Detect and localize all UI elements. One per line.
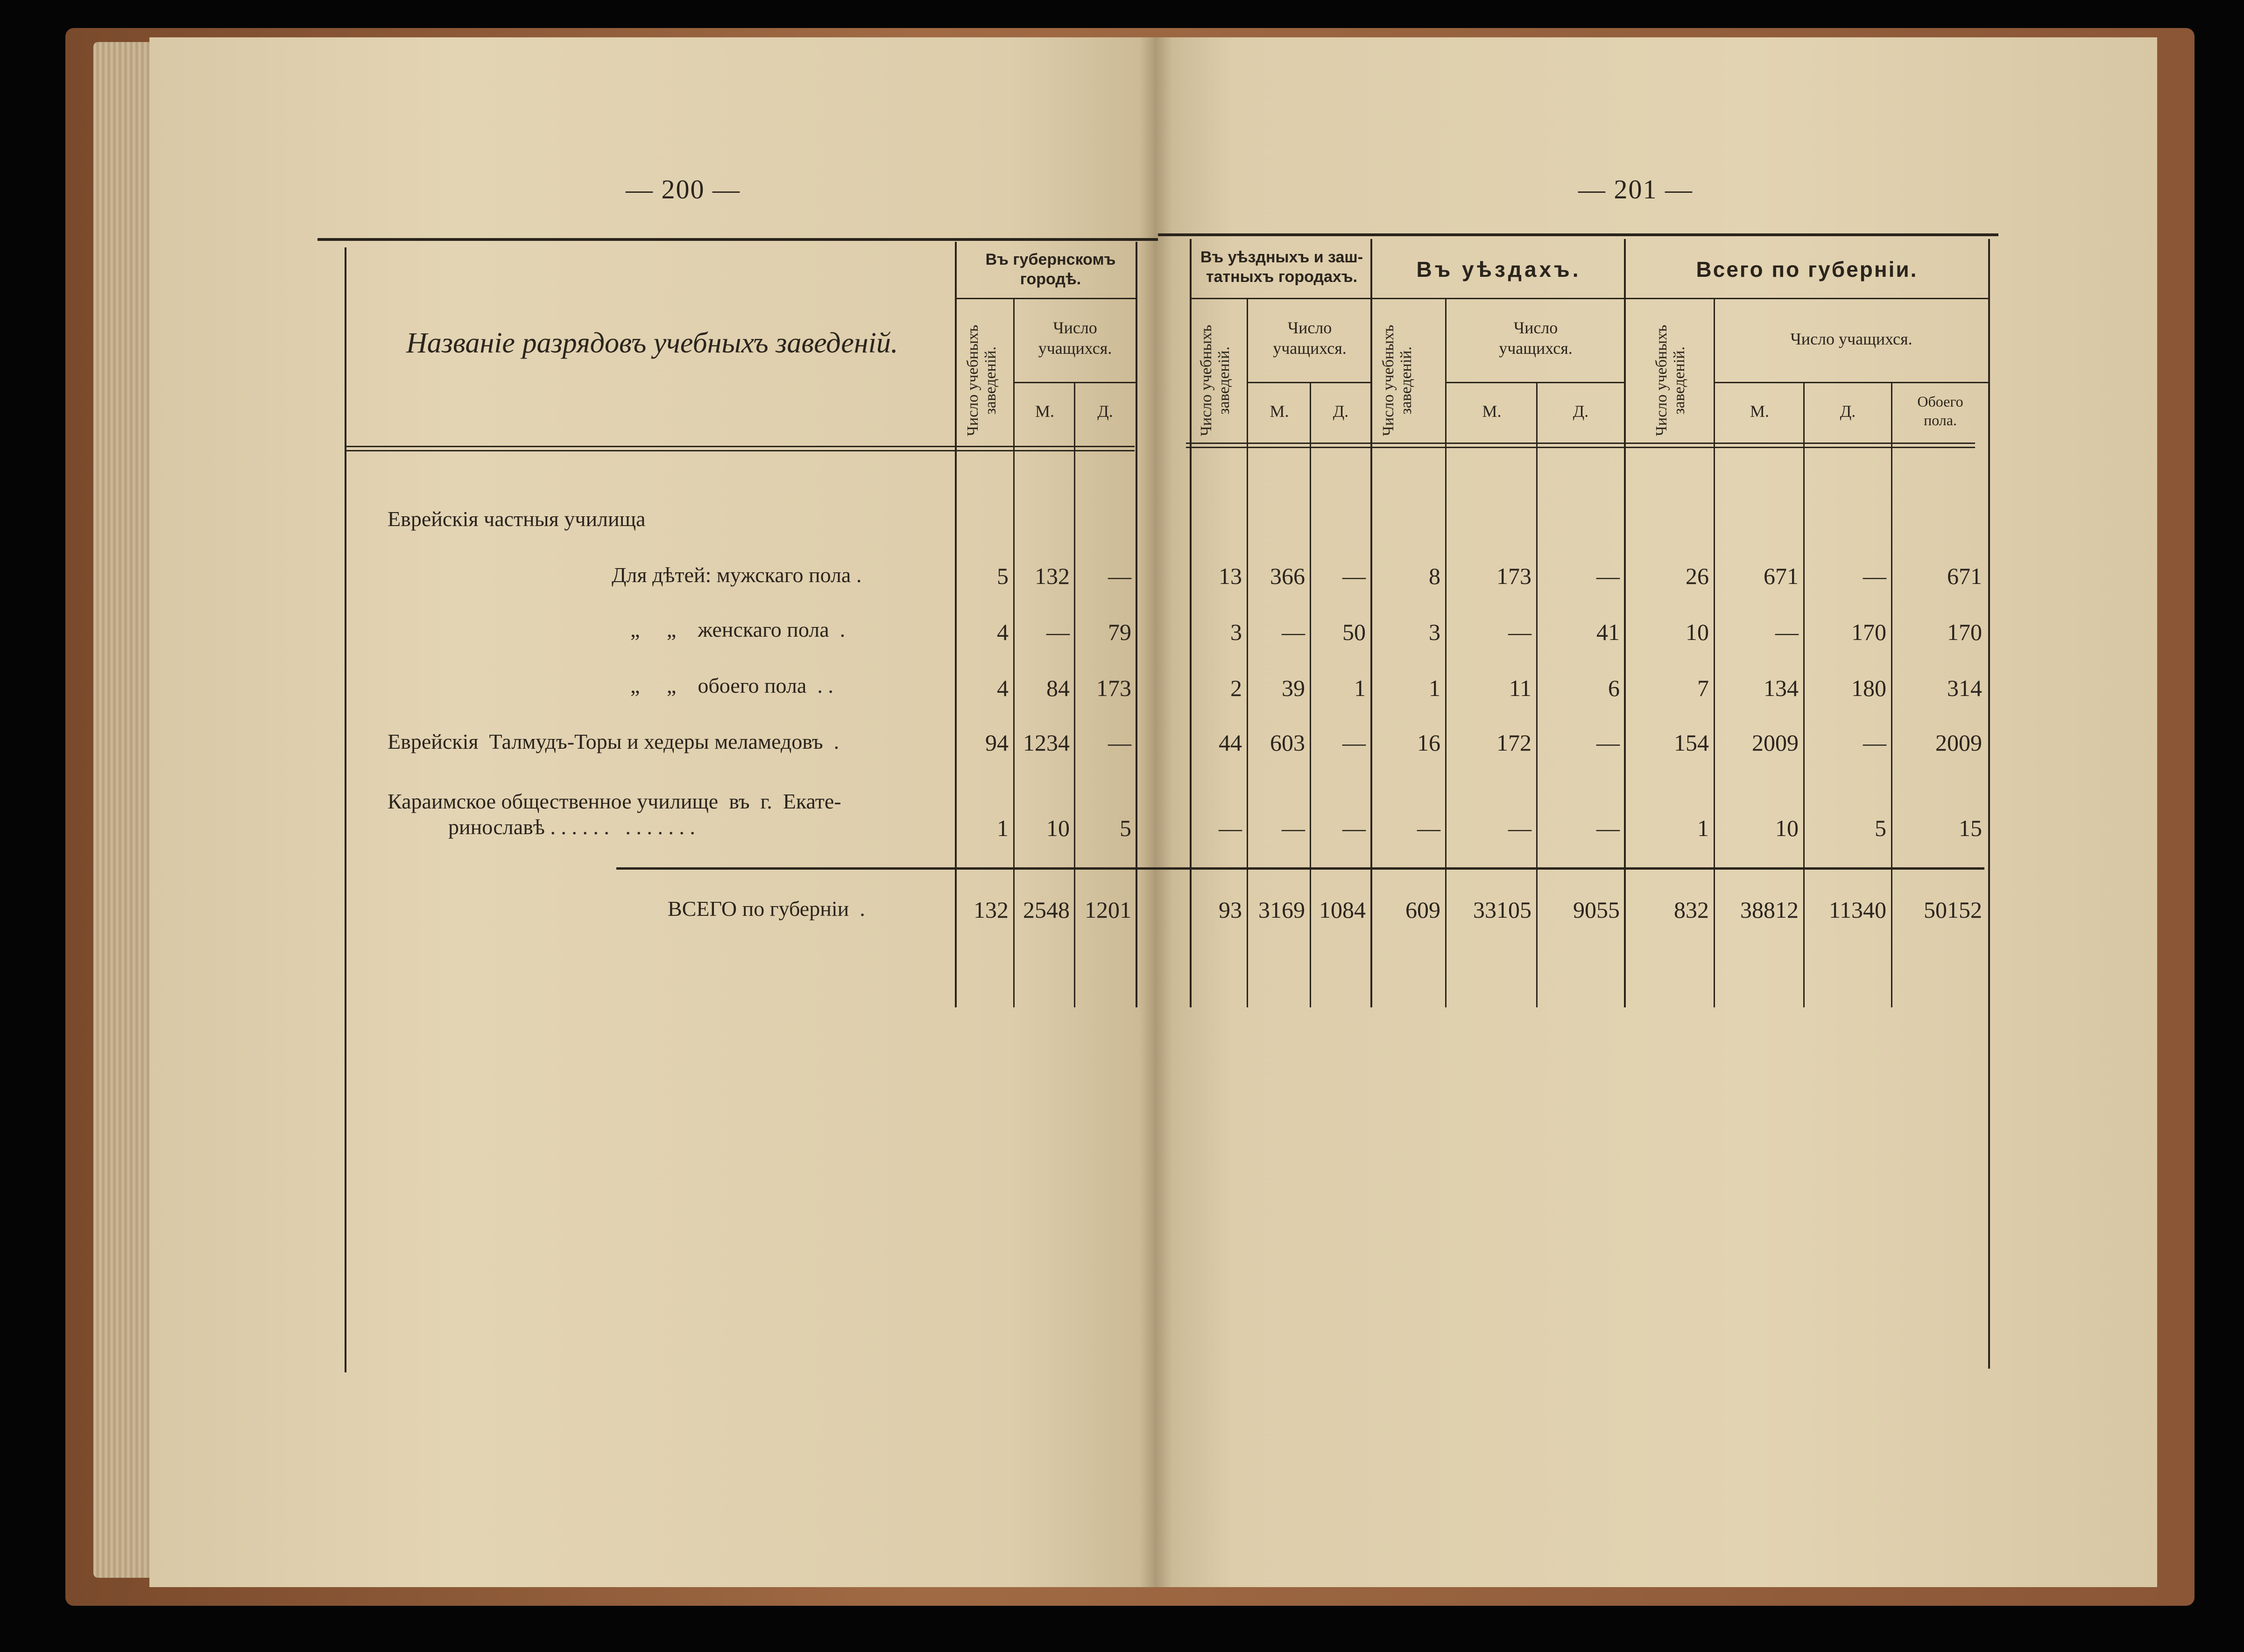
table-cell: 170: [1851, 619, 1886, 645]
table-cell: 10: [1775, 815, 1799, 841]
table-cell: 1: [1697, 815, 1709, 841]
table-cell: 180: [1851, 675, 1886, 701]
table-cell: 671: [1947, 563, 1982, 589]
table-cell: 10: [1686, 619, 1709, 645]
table-cell: —: [1219, 815, 1242, 841]
header-rule-right-a: [1186, 443, 1975, 444]
table-cell: —: [1596, 563, 1620, 589]
table-cell: —: [1342, 563, 1366, 589]
count-label-3: Число учебныхъ заведеній.: [1380, 324, 1415, 436]
m-label-3: М.: [1482, 402, 1502, 421]
table-cell: 7: [1697, 675, 1709, 701]
table-cell: 5: [1875, 815, 1886, 841]
table-cell: 41: [1596, 619, 1620, 645]
table-cell: 132: [1035, 563, 1070, 589]
table-cell: 671: [1764, 563, 1799, 589]
header-rule-left-a: [346, 446, 1135, 447]
table-cell: —: [1775, 619, 1799, 645]
table-cell: —: [1046, 619, 1070, 645]
table-cell: —: [1108, 730, 1131, 756]
table-cell: 609: [1405, 897, 1440, 923]
table-cell: 3: [1230, 619, 1242, 645]
row-label-0: Еврейскія частныя училища: [388, 507, 646, 531]
table-cell: —: [1508, 815, 1531, 841]
group-rule-2: [1190, 298, 1988, 299]
table-cell: —: [1596, 730, 1620, 756]
table-cell: 173: [1496, 563, 1531, 589]
both-sexes-label: Обоего пола.: [1917, 393, 1963, 429]
table-cell: 10: [1046, 815, 1070, 841]
m-label-2: М.: [1270, 402, 1289, 421]
col-line-name-left: [345, 247, 346, 1372]
table-cell: —: [1863, 563, 1886, 589]
subgroup-rule-3: [1445, 382, 1624, 383]
table-cell: 1: [997, 815, 1009, 841]
table-cell: 134: [1764, 675, 1799, 701]
table-cell: 5: [997, 563, 1009, 589]
table-cell: 173: [1096, 675, 1131, 701]
table-cell: —: [1596, 815, 1620, 841]
table-cell: 2: [1230, 675, 1242, 701]
table-cell: 93: [1219, 897, 1242, 923]
students-label-total: Число учащихся.: [1790, 330, 1912, 348]
top-rule-right: [1158, 233, 1998, 236]
table-cell: 39: [1282, 675, 1305, 701]
header-rule-right-b: [1186, 447, 1975, 448]
table-cell: 170: [1947, 619, 1982, 645]
m-label-4: М.: [1750, 402, 1769, 421]
d-label-4: Д.: [1840, 402, 1856, 421]
table-cell: —: [1282, 619, 1305, 645]
table-cell: 1084: [1319, 897, 1366, 923]
group-header-total: Всего по губерніи.: [1696, 257, 1918, 281]
students-label-2: Число учащихся.: [1273, 318, 1347, 358]
count-label-4: Число учебныхъ заведеній.: [1653, 324, 1688, 436]
row-label-2: „ „ женскаго пола .: [630, 618, 846, 641]
table-cell: 13: [1219, 563, 1242, 589]
table-cell: —: [1417, 815, 1440, 841]
table-cell: 38812: [1740, 897, 1799, 923]
table-cell: 132: [974, 897, 1009, 923]
col-line-4: [1136, 242, 1137, 1007]
name-column-header: Названіе разрядовъ учебныхъ заведеній.: [406, 327, 898, 359]
right-page-number: — 201 —: [1578, 174, 1693, 204]
table-cell: 11: [1509, 675, 1531, 701]
table-cell: —: [1863, 730, 1886, 756]
top-rule-left: [318, 238, 1158, 241]
table-cell: 15: [1959, 815, 1982, 841]
table-cell: 314: [1947, 675, 1982, 701]
d-label-1: Д.: [1097, 402, 1113, 421]
row-label-1: Для дѣтей: мужскаго пола .: [612, 563, 862, 587]
table-cell: 50: [1342, 619, 1366, 645]
table-cell: 603: [1270, 730, 1305, 756]
table-cell: 3169: [1258, 897, 1305, 923]
row-label-4: Еврейскія Талмудъ-Торы и хедеры меламедовъ .: [388, 730, 840, 753]
students-label-3: Число учащихся.: [1499, 318, 1573, 358]
d-label-2: Д.: [1333, 402, 1349, 421]
count-label-2: Число учебныхъ заведеній.: [1198, 324, 1233, 436]
table-cell: 11340: [1828, 897, 1886, 923]
table-cell: 5: [1120, 815, 1131, 841]
table-cell: —: [1342, 815, 1366, 841]
table-cell: 16: [1417, 730, 1440, 756]
students-label-1: Число учащихся.: [1038, 318, 1112, 358]
table-cell: —: [1508, 619, 1531, 645]
table-cell: 9055: [1573, 897, 1620, 923]
table-cell: 84: [1046, 675, 1070, 701]
subgroup-rule-2: [1247, 382, 1370, 383]
count-label-1: Число учебныхъ заведеній.: [964, 324, 999, 436]
table-cell: 1201: [1085, 897, 1131, 923]
table-cell: 79: [1108, 619, 1131, 645]
table-cell: 2548: [1023, 897, 1070, 923]
table-cell: 6: [1608, 675, 1620, 701]
table-cell: 50152: [1924, 897, 1982, 923]
table-cell: —: [1108, 563, 1131, 589]
table-cell: 1234: [1023, 730, 1070, 756]
table-cell: 366: [1270, 563, 1305, 589]
group-header-uezd-cities: Въ уѣздныхъ и заш- татныхъ городахъ.: [1200, 248, 1363, 286]
table-cell: 94: [985, 730, 1009, 756]
row-label-5a: Караимское общественное училище въ г. Екате-: [388, 789, 841, 813]
table-cell: 4: [997, 675, 1009, 701]
subgroup-rule-1: [1013, 382, 1136, 383]
table-cell: 26: [1686, 563, 1709, 589]
row-label-5b: ринославѣ . . . . . . . . . . . . .: [448, 815, 695, 839]
subgroup-rule-4: [1714, 382, 1988, 383]
table-cell: 172: [1496, 730, 1531, 756]
book-gutter: [1139, 37, 1172, 1587]
header-rule-left-b: [346, 450, 1135, 451]
table-cell: 1: [1429, 675, 1440, 701]
d-label-3: Д.: [1573, 402, 1589, 421]
table-cell: 832: [1674, 897, 1709, 923]
group-header-gub-city: Въ губернскомъ городѣ.: [985, 251, 1116, 288]
table-cell: 8: [1429, 563, 1440, 589]
left-page-number: — 200 —: [626, 174, 741, 204]
col-line-right-edge: [1988, 239, 1990, 1369]
table-cell: 1: [1354, 675, 1366, 701]
table-cell: 154: [1674, 730, 1709, 756]
table-cell: 2009: [1752, 730, 1799, 756]
table-cell: 2009: [1935, 730, 1982, 756]
group-header-uezds: Въ уѣздахъ.: [1416, 257, 1581, 281]
table-cell: 33105: [1473, 897, 1531, 923]
row-label-3: „ „ обоего пола . .: [630, 674, 833, 697]
table-cell: 3: [1429, 619, 1440, 645]
totals-rule: [616, 867, 1984, 870]
table-cell: —: [1282, 815, 1305, 841]
table-cell: —: [1342, 730, 1366, 756]
table-cell: 4: [997, 619, 1009, 645]
row-label-total: ВСЕГО по губерніи .: [668, 897, 865, 921]
m-label-1: М.: [1035, 402, 1054, 421]
table-cell: 44: [1219, 730, 1242, 756]
